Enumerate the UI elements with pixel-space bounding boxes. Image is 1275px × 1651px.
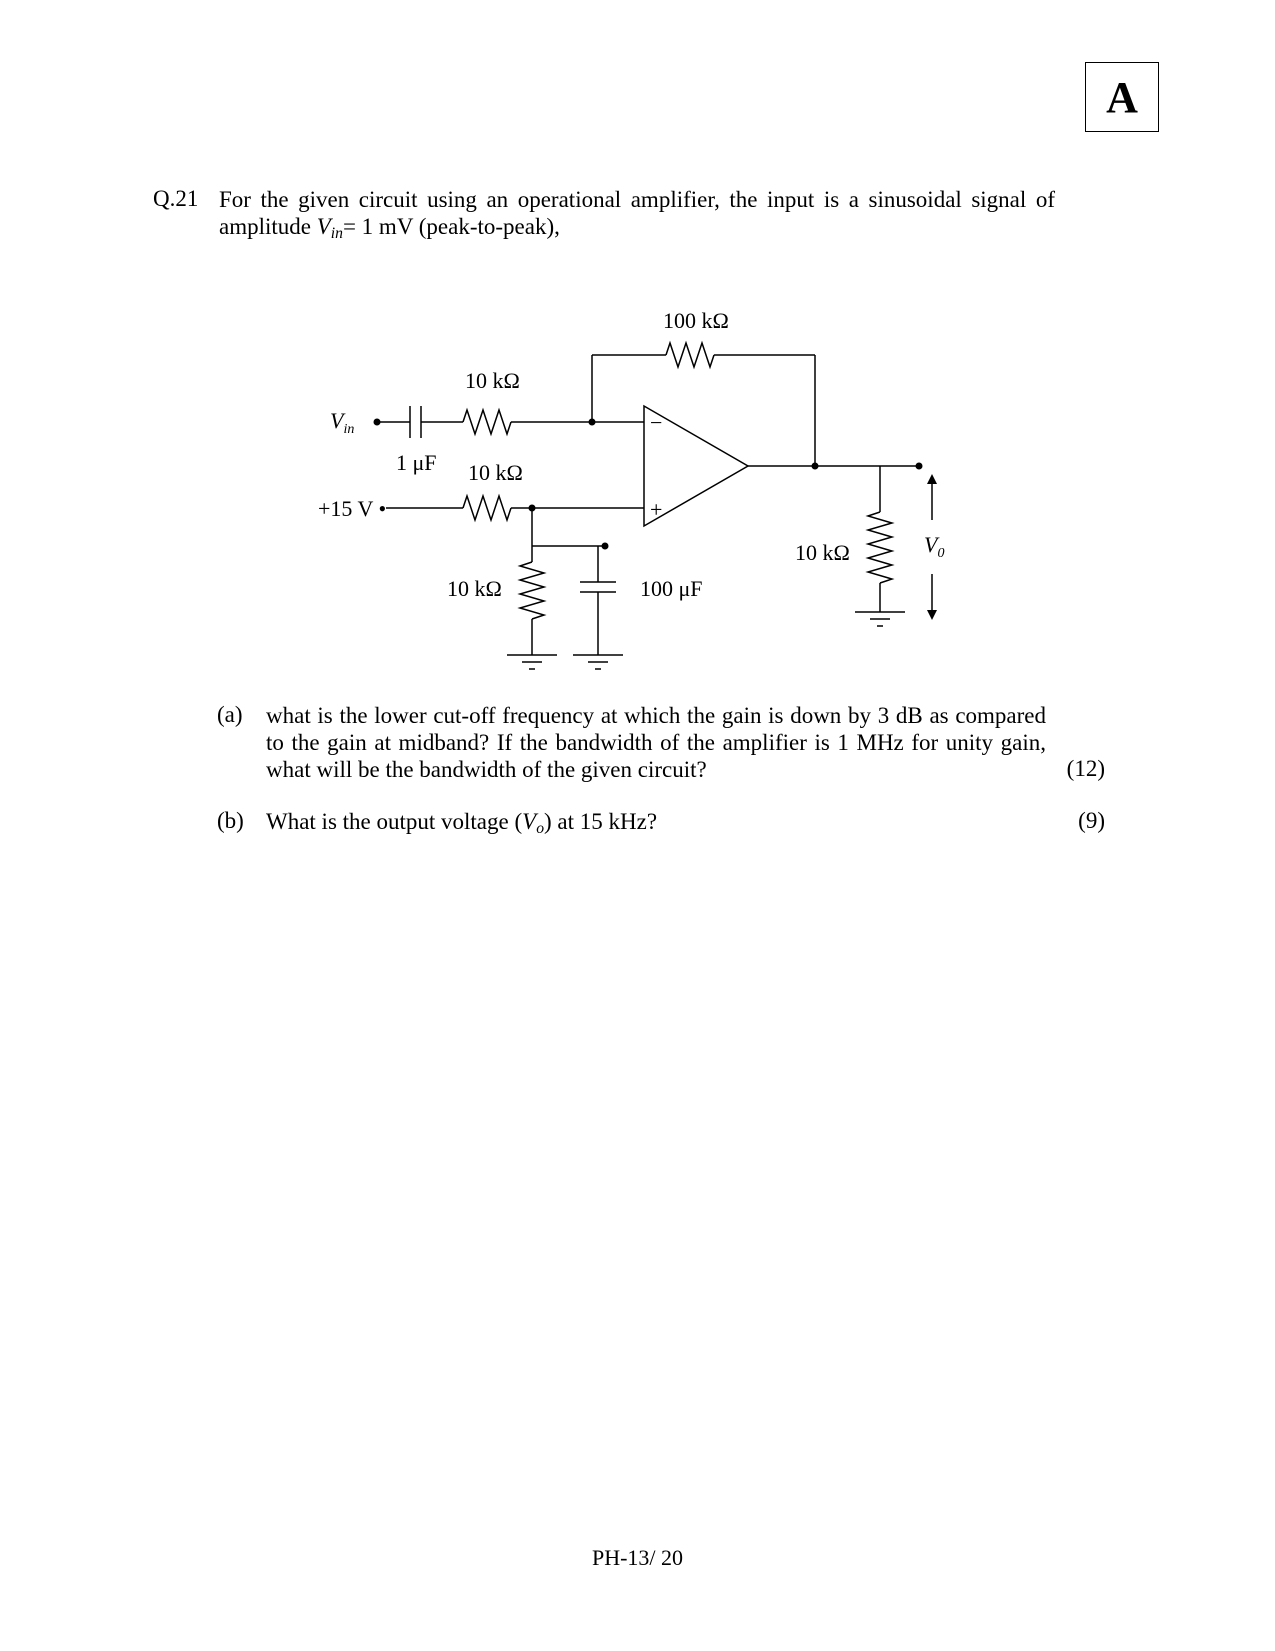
part-b-marks: (9) (1078, 808, 1105, 833)
question-line-1: For the given circuit using an operational amplifier, the input is a sinusoidal signal of (219, 187, 1055, 212)
opamp-plus-label: + (650, 497, 663, 522)
cap-input-label: 1 μF (396, 450, 437, 475)
part-b-text: What is the output voltage $(V_o)$ at 15 kHz? (266, 809, 658, 837)
supply-label: +15 V • (318, 496, 387, 521)
res-bias-label: 10 kΩ (447, 576, 502, 601)
svg-text:V0: $V_0$ (924, 532, 945, 561)
vin-label: V (330, 408, 344, 433)
part-b-label: (b) (217, 808, 244, 833)
svg-text:Vin: $V_{in}$ (330, 408, 355, 437)
opamp-minus-label: − (650, 410, 663, 435)
res-input-label: 10 kΩ (465, 368, 520, 393)
cap-bias-label: 100 μF (640, 576, 703, 601)
set-label-box: A (1085, 62, 1159, 132)
vo-label: V (924, 532, 938, 557)
res-supply-label: 10 kΩ (468, 460, 523, 485)
part-a-marks: (12) (1066, 756, 1105, 781)
page-footer: PH-13/ 20 (591, 1545, 684, 1570)
question-text (219, 186, 1055, 247)
part-a-label: (a) (217, 702, 243, 727)
res-load-label: 10 kΩ (795, 540, 850, 565)
question-line-2: amplitude $V_{in}= 1$ mV (peak-to-peak), (219, 214, 560, 242)
part-a-text: what is the lower cut-off frequency at which the gain is down by 3 dB as compared to the gain at midband? If the bandwidth of the amplifier is 1 MHz for unity gain, what will be the bandwidth of the given circuit? (266, 703, 1046, 782)
question-number: Q.21 (153, 186, 199, 211)
circuit-diagram (300, 300, 945, 680)
res-feedback-label: 100 kΩ (663, 308, 729, 333)
